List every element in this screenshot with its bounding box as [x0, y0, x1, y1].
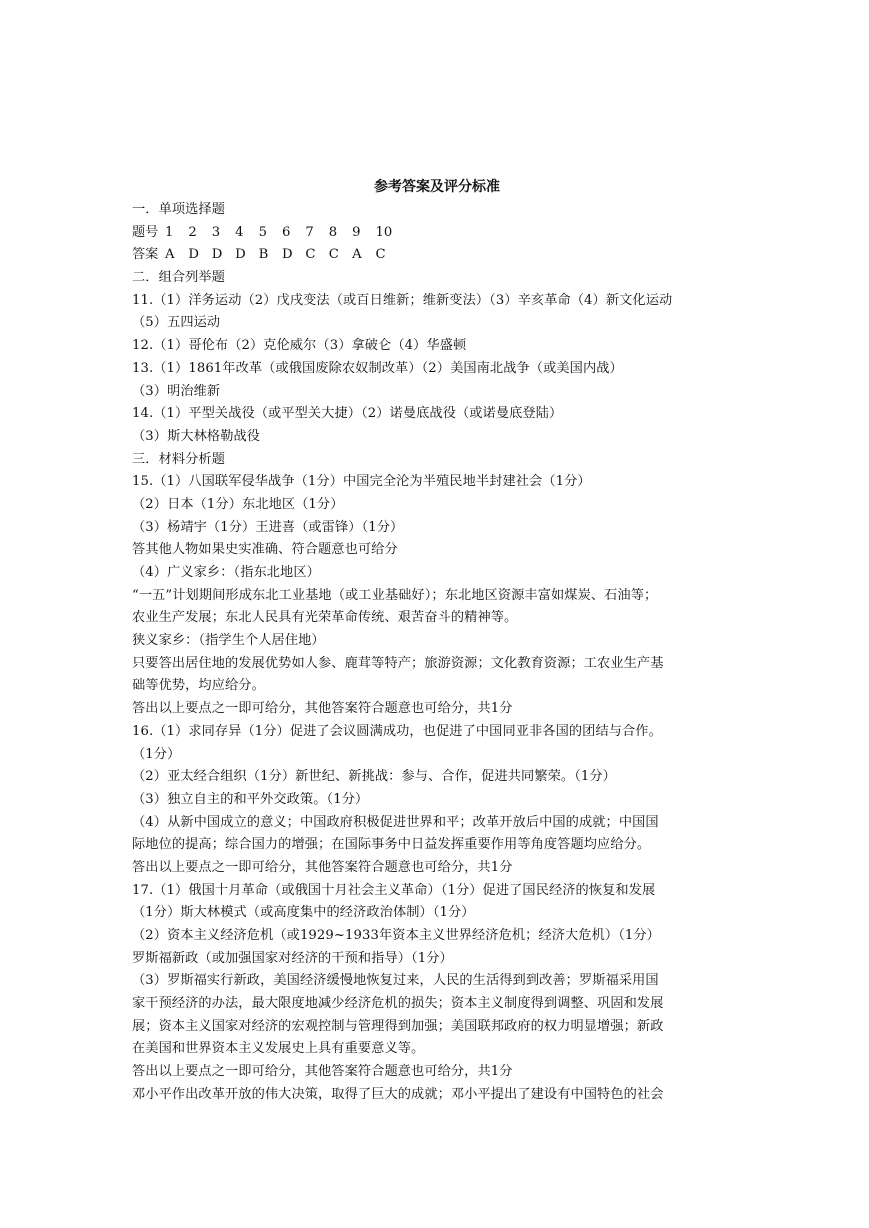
answer-line: （3）杨靖宇（1分）王进喜（或雷锋）（1分）	[132, 519, 404, 535]
answer-line: 展；资本主义国家对经济的宏观控制与管理得到加强；美国联邦政府的权力明显增强；新政	[132, 1018, 664, 1034]
answer-letter: A	[352, 247, 362, 263]
answer-line: 答出以上要点之一即可给分，其他答案符合题意也可给分，共1分	[132, 859, 513, 875]
answer-line: 11.（1）洋务运动（2）戊戌变法（或百日维新；维新变法）（3）辛亥革命（4）新文化运动	[132, 292, 673, 308]
answer-line: （1分）斯大林模式（或高度集中的经济政治体制）（1分）	[132, 905, 475, 921]
answer-letter: D	[188, 247, 199, 263]
row-label: 题号	[132, 224, 159, 240]
answer-line: “一五”计划期间形成东北工业基地（或工业基础好）；东北地区资源丰富如煤炭、石油等；	[132, 587, 658, 603]
answer-line: 农业生产发展；东北人民具有光荣革命传统、艰苦奋斗的精神等。	[132, 610, 518, 626]
answer-line: （4）广义家乡：（指东北地区）	[132, 565, 320, 580]
answer-letter: C	[328, 247, 339, 263]
answer-line: 15.（1）八国联军侵华战争（1分）中国完全沦为半殖民地半封建社会（1分）	[132, 474, 591, 490]
answer-line: （2）资本主义经济危机（或1929~1933年资本主义世界经济危机；经济大危机）（1分）	[132, 928, 660, 943]
question-number: 3	[211, 224, 221, 240]
section-heading: 三．材料分析题	[132, 451, 226, 467]
answer-letter: D	[235, 247, 246, 263]
answer-row	[132, 244, 742, 267]
answer-line: （2）亚太经合组织（1分）新世纪、新挑战：参与、合作，促进共同繁荣。（1分）	[132, 769, 616, 785]
answer-line: （5）五四运动	[132, 315, 221, 331]
answer-line: 家干预经济的办法，最大限度地减少经济危机的损失；资本主义制度得到调整、巩固和发展	[132, 996, 664, 1012]
answer-letter: B	[258, 247, 269, 263]
question-number: 1	[165, 224, 174, 240]
question-number: 5	[258, 224, 267, 240]
question-number-row	[132, 222, 742, 245]
question-number: 9	[352, 224, 361, 240]
answer-line: 14.（1）平型关战役（或平型关大捷）（2）诺曼底战役（或诺曼底登陆）	[132, 406, 563, 422]
answer-letter: C	[305, 247, 316, 263]
answer-line: （3）斯大林格勒战役	[132, 428, 261, 444]
answer-line: 答其他人物如果史实准确、符合题意也可给分	[132, 542, 398, 558]
answer-line: 答出以上要点之一即可给分，其他答案符合题意也可给分，共1分	[132, 1064, 513, 1080]
answer-letter: D	[281, 247, 293, 263]
question-number: 6	[281, 224, 291, 240]
answer-line: （3）独立自主的和平外交政策。（1分）	[132, 791, 369, 807]
answer-line: 答出以上要点之一即可给分，其他答案符合题意也可给分，共1分	[132, 701, 513, 717]
answer-line: 狭义家乡：（指学生个人居住地）	[132, 633, 325, 649]
row-label: 答案	[132, 247, 159, 263]
section-heading: 一．单项选择题	[132, 202, 226, 217]
answer-line: 在美国和世界资本主义发展史上具有重要意义等。	[132, 1041, 425, 1057]
answer-letter: D	[211, 247, 223, 263]
question-number: 2	[188, 224, 197, 240]
answer-line: （2）日本（1分）东北地区（1分）	[132, 496, 344, 512]
question-number: 10	[375, 224, 393, 240]
answer-line: （1分）	[132, 746, 181, 762]
document-title: 参考答案及评分标准	[374, 179, 500, 195]
answer-line: 罗斯福新政（或加强国家对经济的干预和指导）（1分）	[132, 950, 453, 966]
answer-letter: C	[375, 247, 386, 263]
section-heading: 二．组合列举题	[132, 270, 226, 286]
answer-line: 际地位的提高；综合国力的增强；在国际事务中日益发挥重要作用等角度答题均应给分。	[132, 837, 651, 853]
question-number: 8	[328, 224, 338, 240]
question-number: 7	[305, 224, 314, 240]
answer-letter: A	[165, 247, 175, 263]
answer-line: （3）罗斯福实行新政，美国经济缓慢地恢复过来，人民的生活得到到改善；罗斯福采用国	[132, 973, 659, 989]
answer-line: 础等优势，均应给分。	[132, 678, 265, 694]
answer-line: 只要答出居住地的发展优势如人参、鹿茸等特产；旅游资源；文化教育资源；工农业生产基	[132, 655, 664, 671]
answer-line: 17.（1）俄国十月革命（或俄国十月社会主义革命）（1分）促进了国民经济的恢复和发展	[132, 882, 656, 898]
answer-line: （3）明治维新	[132, 383, 221, 399]
answer-line: 12.（1）哥伦布（2）克伦威尔（3）拿破仑（4）华盛顿	[132, 338, 467, 354]
answer-line: 邓小平作出改革开放的伟大决策，取得了巨大的成就；邓小平提出了建设有中国特色的社会	[132, 1086, 664, 1102]
answer-line: （4）从新中国成立的意义；中国政府积极促进世界和平；改革开放后中国的成就；中国国	[132, 814, 659, 830]
question-number: 4	[235, 224, 244, 240]
answer-document	[132, 176, 742, 1107]
answer-line: 16.（1）求同存异（1分）促进了会议圆满成功，也促进了中国同亚非各国的团结与合作。	[132, 723, 662, 739]
answer-line: 13.（1）1861年改革（或俄国废除农奴制改革）（2）美国南北战争（或美国内战）	[132, 360, 623, 376]
